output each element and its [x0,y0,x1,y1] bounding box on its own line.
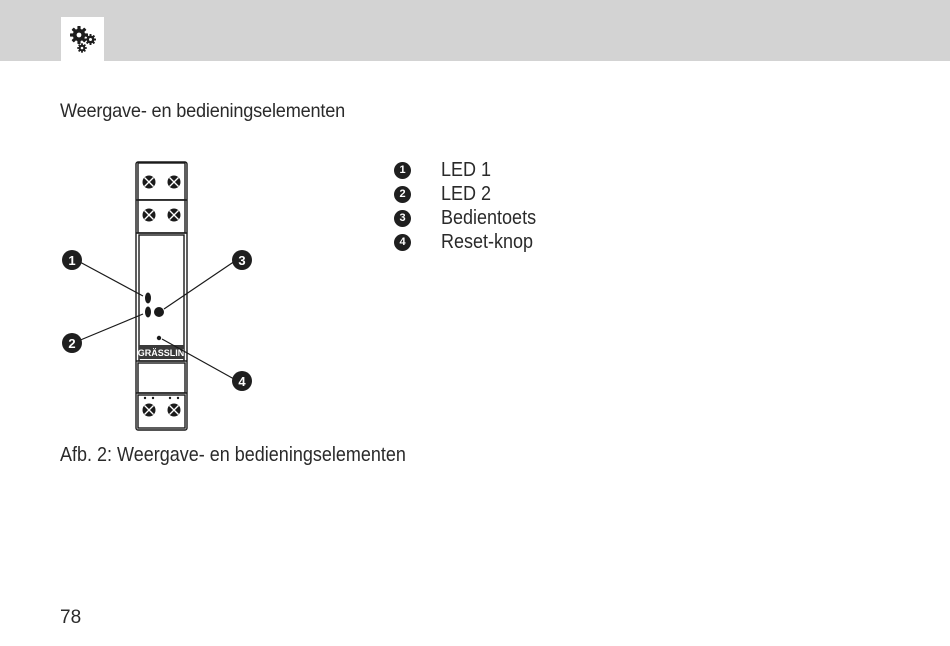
led-2 [145,307,151,318]
legend-item [394,182,547,206]
figure-caption: Afb. 2: Weergave- en bedieningselementen [60,444,406,466]
legend-label: Bedientoets [441,206,537,229]
callout-4 [232,371,252,391]
device-illustration [55,155,265,437]
page-number: 78 [60,607,82,628]
leader-line-1 [78,261,143,296]
gears-icon [67,23,99,55]
tab-pointer [76,60,88,69]
leader-line-2 [78,314,143,341]
section-title: Weergave- en bedieningselementen [60,100,346,122]
callout-2 [62,333,82,353]
legend-label: Reset-knop [441,230,534,253]
legend-label: LED 2 [441,182,492,205]
reset-button [157,336,161,340]
led-1 [145,293,151,304]
legend-label: LED 1 [441,158,492,181]
legend-item [394,206,547,230]
legend-item [394,158,547,182]
device-brand: GRÄSSLIN [137,348,185,358]
svg-text:3: 3 [238,253,246,268]
legend-number-badge: 3 [394,210,411,227]
legend-list [394,158,547,254]
legend-item [394,230,547,254]
legend-number-badge: 1 [394,162,411,179]
header-bar [0,0,950,61]
svg-text:1: 1 [68,253,76,268]
callout-1 [62,250,82,270]
legend-number-badge: 4 [394,234,411,251]
legend-number-badge: 2 [394,186,411,203]
chapter-tab [61,17,104,61]
svg-text:4: 4 [238,374,246,389]
control-button [154,307,164,317]
callout-3 [232,250,252,270]
svg-text:2: 2 [68,336,76,351]
